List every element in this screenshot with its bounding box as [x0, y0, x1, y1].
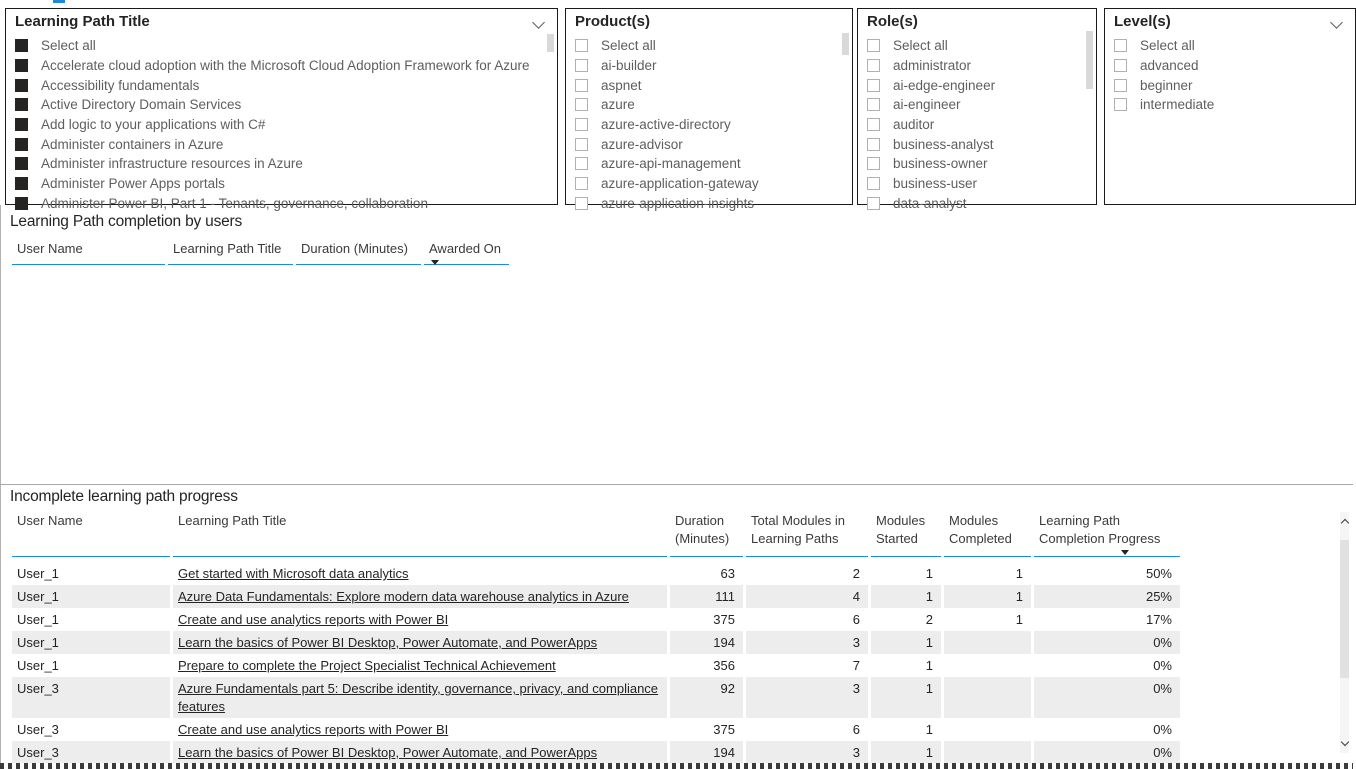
filter-item-label: Administer infrastructure resources in Azure — [41, 156, 303, 172]
value-cell: 2 — [746, 562, 868, 585]
column-header-label: Modules Started — [876, 513, 926, 546]
checkbox-icon[interactable] — [15, 79, 28, 92]
column-header-label: Duration (Minutes) — [675, 513, 730, 546]
filter-item-label: auditor — [893, 117, 935, 133]
user-name-cell: User_3 — [12, 718, 170, 741]
chevron-down-icon[interactable] — [1330, 16, 1343, 29]
checkbox-icon[interactable] — [15, 98, 28, 111]
table-scrollbar[interactable] — [1340, 512, 1349, 753]
value-cell: 375 — [670, 718, 743, 741]
checkbox-icon[interactable] — [867, 138, 880, 151]
checkbox-icon[interactable] — [575, 197, 588, 210]
checkbox-icon[interactable] — [867, 118, 880, 131]
checkbox-icon[interactable] — [15, 197, 28, 210]
value-cell: 0% — [1034, 631, 1180, 654]
checkbox-icon[interactable] — [1114, 59, 1127, 72]
column-header-label: Awarded On — [429, 241, 502, 256]
filter-item-label: azure-active-directory — [601, 117, 731, 133]
column-header[interactable] — [871, 512, 941, 557]
column-header[interactable] — [12, 512, 170, 557]
user-name-cell: User_3 — [12, 741, 170, 764]
filter-item[interactable] — [15, 154, 545, 174]
learning-path-link[interactable]: Create and use analytics reports with Power BI — [178, 722, 449, 737]
filter-item-label: azure — [601, 97, 635, 113]
value-cell: 1 — [871, 585, 941, 608]
filter-item-label: administrator — [893, 58, 972, 74]
clipped-visual-edge — [53, 0, 65, 3]
filter-item-label: Active Directory Domain Services — [41, 97, 242, 113]
completion-table-header — [12, 240, 509, 265]
scrollbar-thumb[interactable] — [1340, 540, 1349, 678]
checkbox-icon[interactable] — [867, 98, 880, 111]
filter-item-label: intermediate — [1140, 97, 1215, 113]
column-header-label: Total Modules in Learning Paths — [751, 513, 845, 546]
value-cell: 63 — [670, 562, 743, 585]
slicer-item-list — [1114, 36, 1343, 202]
slicer-item-list — [575, 36, 840, 211]
filter-item[interactable] — [575, 56, 840, 76]
value-cell: 1 — [871, 562, 941, 585]
filter-item[interactable] — [1114, 36, 1343, 56]
checkbox-icon[interactable] — [1114, 79, 1127, 92]
filter-item-label: azure-application-gateway — [601, 176, 759, 192]
checkbox-icon[interactable] — [575, 98, 588, 111]
filter-item[interactable] — [15, 134, 545, 154]
column-header[interactable] — [1034, 512, 1180, 557]
filter-item-label: azure-api-management — [601, 156, 741, 172]
learning-path-link[interactable]: Get started with Microsoft data analytics — [178, 566, 409, 581]
checkbox-icon[interactable] — [15, 118, 28, 131]
filter-item[interactable] — [867, 154, 1084, 174]
slicer-roles — [857, 8, 1097, 211]
learning-path-cell — [173, 608, 667, 631]
filter-item-label: ai-engineer — [893, 97, 961, 113]
filter-item[interactable] — [15, 95, 545, 115]
column-header[interactable] — [746, 512, 868, 557]
value-cell: 0% — [1034, 741, 1180, 764]
filter-item[interactable] — [575, 36, 840, 56]
value-cell: 0% — [1034, 718, 1180, 741]
filter-item[interactable] — [867, 56, 1084, 76]
checkbox-icon[interactable] — [15, 157, 28, 170]
learning-path-cell — [173, 631, 667, 654]
learning-path-cell — [173, 718, 667, 741]
filter-item[interactable] — [867, 134, 1084, 154]
user-name-cell: User_1 — [12, 585, 170, 608]
value-cell: 1 — [944, 608, 1031, 631]
value-cell — [944, 677, 1031, 718]
value-cell: 0% — [1034, 677, 1180, 718]
progress-table-header — [12, 512, 1180, 557]
filter-item[interactable] — [575, 95, 840, 115]
value-cell: 3 — [746, 631, 868, 654]
checkbox-icon[interactable] — [575, 157, 588, 170]
checkbox-icon[interactable] — [867, 157, 880, 170]
learning-path-link[interactable]: Azure Data Fundamentals: Explore modern data warehouse analytics in Azure — [178, 589, 629, 604]
scrollbar-thumb[interactable] — [842, 33, 849, 55]
checkbox-icon[interactable] — [867, 79, 880, 92]
filter-item-label: Accelerate cloud adoption with the Microsoft Cloud Adoption Framework for Azure — [41, 58, 530, 74]
filter-item[interactable] — [575, 75, 840, 95]
filter-item-label: azure-application-insights — [601, 195, 755, 211]
checkbox-icon[interactable] — [15, 177, 28, 190]
filter-item[interactable] — [867, 36, 1084, 56]
checkbox-icon[interactable] — [867, 59, 880, 72]
filter-item[interactable] — [867, 75, 1084, 95]
value-cell: 1 — [944, 585, 1031, 608]
filter-item[interactable] — [867, 174, 1084, 194]
learning-path-link[interactable]: Create and use analytics reports with Power BI — [178, 612, 449, 627]
value-cell: 50% — [1034, 562, 1180, 585]
filter-item[interactable] — [15, 174, 545, 194]
filter-item-label: Administer Power Apps portals — [41, 176, 225, 192]
value-cell: 3 — [746, 677, 868, 718]
learning-path-cell — [173, 585, 667, 608]
progress-table-title: Incomplete learning path progress — [10, 488, 238, 505]
scroll-down-icon[interactable] — [1341, 738, 1349, 746]
user-name-cell: User_1 — [12, 654, 170, 677]
slicer-title: Level(s) — [1114, 13, 1171, 30]
column-header[interactable] — [944, 512, 1031, 557]
checkbox-icon[interactable] — [15, 39, 28, 52]
checkbox-icon[interactable] — [575, 138, 588, 151]
learning-path-cell — [173, 562, 667, 585]
slicer-products — [565, 8, 853, 211]
selection-dashed-border — [0, 763, 1353, 769]
checkbox-icon[interactable] — [575, 177, 588, 190]
value-cell: 6 — [746, 718, 868, 741]
filter-item-label: Select all — [601, 38, 656, 54]
column-header[interactable] — [670, 512, 743, 557]
filter-item-label: ai-edge-engineer — [893, 77, 996, 93]
scroll-up-icon[interactable] — [1341, 519, 1349, 527]
filter-item[interactable] — [575, 134, 840, 154]
table-row — [12, 608, 1180, 631]
filter-item-label: Select all — [1140, 38, 1195, 54]
value-cell: 4 — [746, 585, 868, 608]
filter-item-label: Select all — [893, 38, 948, 54]
learning-path-link[interactable]: Azure Fundamentals part 5: Describe identity, governance, privacy, and compliance features — [178, 681, 659, 714]
user-name-cell: User_1 — [12, 631, 170, 654]
column-header-label: User Name — [17, 241, 83, 256]
filter-item[interactable] — [575, 174, 840, 194]
table-row — [12, 677, 1180, 718]
filter-item[interactable] — [867, 95, 1084, 115]
value-cell: 6 — [746, 608, 868, 631]
scrollbar-thumb[interactable] — [1086, 31, 1093, 89]
filter-item-label: business-analyst — [893, 136, 994, 152]
filter-item[interactable] — [575, 154, 840, 174]
value-cell: 1 — [944, 562, 1031, 585]
value-cell — [944, 654, 1031, 677]
column-header[interactable] — [173, 512, 667, 557]
column-header-label: Modules Completed — [949, 513, 1012, 546]
checkbox-icon[interactable] — [15, 138, 28, 151]
checkbox-icon[interactable] — [575, 59, 588, 72]
value-cell: 375 — [670, 608, 743, 631]
learning-path-cell — [173, 677, 667, 718]
filter-item-label: ai-builder — [601, 58, 657, 74]
filter-item-label: Accessibility fundamentals — [41, 77, 200, 93]
filter-item[interactable] — [15, 75, 545, 95]
table-row — [12, 631, 1180, 654]
filter-item[interactable] — [15, 194, 545, 214]
filter-item[interactable] — [867, 194, 1084, 214]
column-header-label: User Name — [17, 513, 83, 528]
sort-descending-icon — [1121, 550, 1129, 555]
filter-item[interactable] — [15, 115, 545, 135]
value-cell: 25% — [1034, 585, 1180, 608]
visual-divider — [0, 484, 1353, 485]
slicer-item-list — [15, 36, 545, 211]
filter-item[interactable] — [867, 115, 1084, 135]
checkbox-icon[interactable] — [575, 39, 588, 52]
column-header[interactable] — [296, 240, 421, 265]
checkbox-icon[interactable] — [867, 197, 880, 210]
column-header[interactable] — [12, 240, 165, 265]
filter-item[interactable] — [575, 115, 840, 135]
checkbox-icon[interactable] — [15, 59, 28, 72]
filter-item-label: Administer Power BI, Part 1 - Tenants, governance, collaboration — [41, 195, 428, 211]
completion-table-title: Learning Path completion by users — [10, 213, 243, 230]
learning-path-link[interactable]: Learn the basics of Power BI Desktop, Power Automate, and PowerApps — [178, 745, 598, 760]
value-cell: 17% — [1034, 608, 1180, 631]
learning-path-link[interactable]: Prepare to complete the Project Specialist Technical Achievement — [178, 658, 556, 673]
slicer-title: Role(s) — [867, 13, 918, 30]
progress-table-body — [12, 562, 1180, 764]
filter-item[interactable] — [575, 194, 840, 214]
value-cell: 1 — [871, 654, 941, 677]
slicer-levels — [1104, 8, 1356, 205]
filter-item-label: business-user — [893, 176, 978, 192]
user-name-cell: User_3 — [12, 677, 170, 718]
value-cell: 7 — [746, 654, 868, 677]
learning-path-cell — [173, 741, 667, 764]
scrollbar-thumb[interactable] — [547, 34, 554, 52]
checkbox-icon[interactable] — [867, 39, 880, 52]
user-name-cell: User_1 — [12, 608, 170, 631]
filter-item[interactable] — [15, 56, 545, 76]
filter-item-label: beginner — [1140, 77, 1193, 93]
column-header-label: Learning Path Title — [173, 241, 282, 256]
value-cell: 1 — [871, 677, 941, 718]
filter-item[interactable] — [1114, 95, 1343, 115]
slicer-title: Product(s) — [575, 13, 650, 30]
filter-item-label: Add logic to your applications with C# — [41, 117, 266, 133]
learning-path-cell — [173, 654, 667, 677]
table-row — [12, 654, 1180, 677]
value-cell: 0% — [1034, 654, 1180, 677]
filter-item-label: azure-advisor — [601, 136, 683, 152]
slicer-title: Learning Path Title — [15, 13, 150, 30]
value-cell: 92 — [670, 677, 743, 718]
value-cell: 1 — [871, 741, 941, 764]
checkbox-icon[interactable] — [1114, 39, 1127, 52]
table-row — [12, 741, 1180, 764]
value-cell: 1 — [871, 631, 941, 654]
user-name-cell: User_1 — [12, 562, 170, 585]
table-row — [12, 718, 1180, 741]
checkbox-icon[interactable] — [1114, 98, 1127, 111]
checkbox-icon[interactable] — [575, 118, 588, 131]
filter-item-label: aspnet — [601, 77, 642, 93]
slicer-item-list — [867, 36, 1084, 211]
checkbox-icon[interactable] — [867, 177, 880, 190]
column-header[interactable] — [424, 240, 509, 265]
filter-item[interactable] — [15, 36, 545, 56]
value-cell: 194 — [670, 741, 743, 764]
table-row — [12, 562, 1180, 585]
column-header-label: Learning Path Title — [178, 513, 287, 528]
learning-path-link[interactable]: Learn the basics of Power BI Desktop, Power Automate, and PowerApps — [178, 635, 598, 650]
value-cell: 111 — [670, 585, 743, 608]
checkbox-icon[interactable] — [575, 79, 588, 92]
sort-descending-icon — [431, 260, 439, 265]
value-cell: 1 — [871, 718, 941, 741]
filter-item-label: business-owner — [893, 156, 988, 172]
chevron-down-icon[interactable] — [532, 16, 545, 29]
value-cell: 2 — [871, 608, 941, 631]
column-header-label: Duration (Minutes) — [301, 241, 408, 256]
value-cell — [944, 741, 1031, 764]
filter-item-label: Select all — [41, 38, 96, 54]
value-cell: 356 — [670, 654, 743, 677]
filter-item[interactable] — [1114, 56, 1343, 76]
column-header-label: Learning Path Completion Progress — [1039, 513, 1161, 546]
table-row — [12, 585, 1180, 608]
filter-item-label: Administer containers in Azure — [41, 136, 224, 152]
filter-item[interactable] — [1114, 75, 1343, 95]
slicer-learning-path-title — [5, 8, 558, 211]
column-header[interactable] — [168, 240, 293, 265]
value-cell — [944, 718, 1031, 741]
filter-item-label: advanced — [1140, 58, 1199, 74]
value-cell — [944, 631, 1031, 654]
value-cell: 194 — [670, 631, 743, 654]
value-cell: 3 — [746, 741, 868, 764]
filter-item-label: data-analyst — [893, 195, 967, 211]
